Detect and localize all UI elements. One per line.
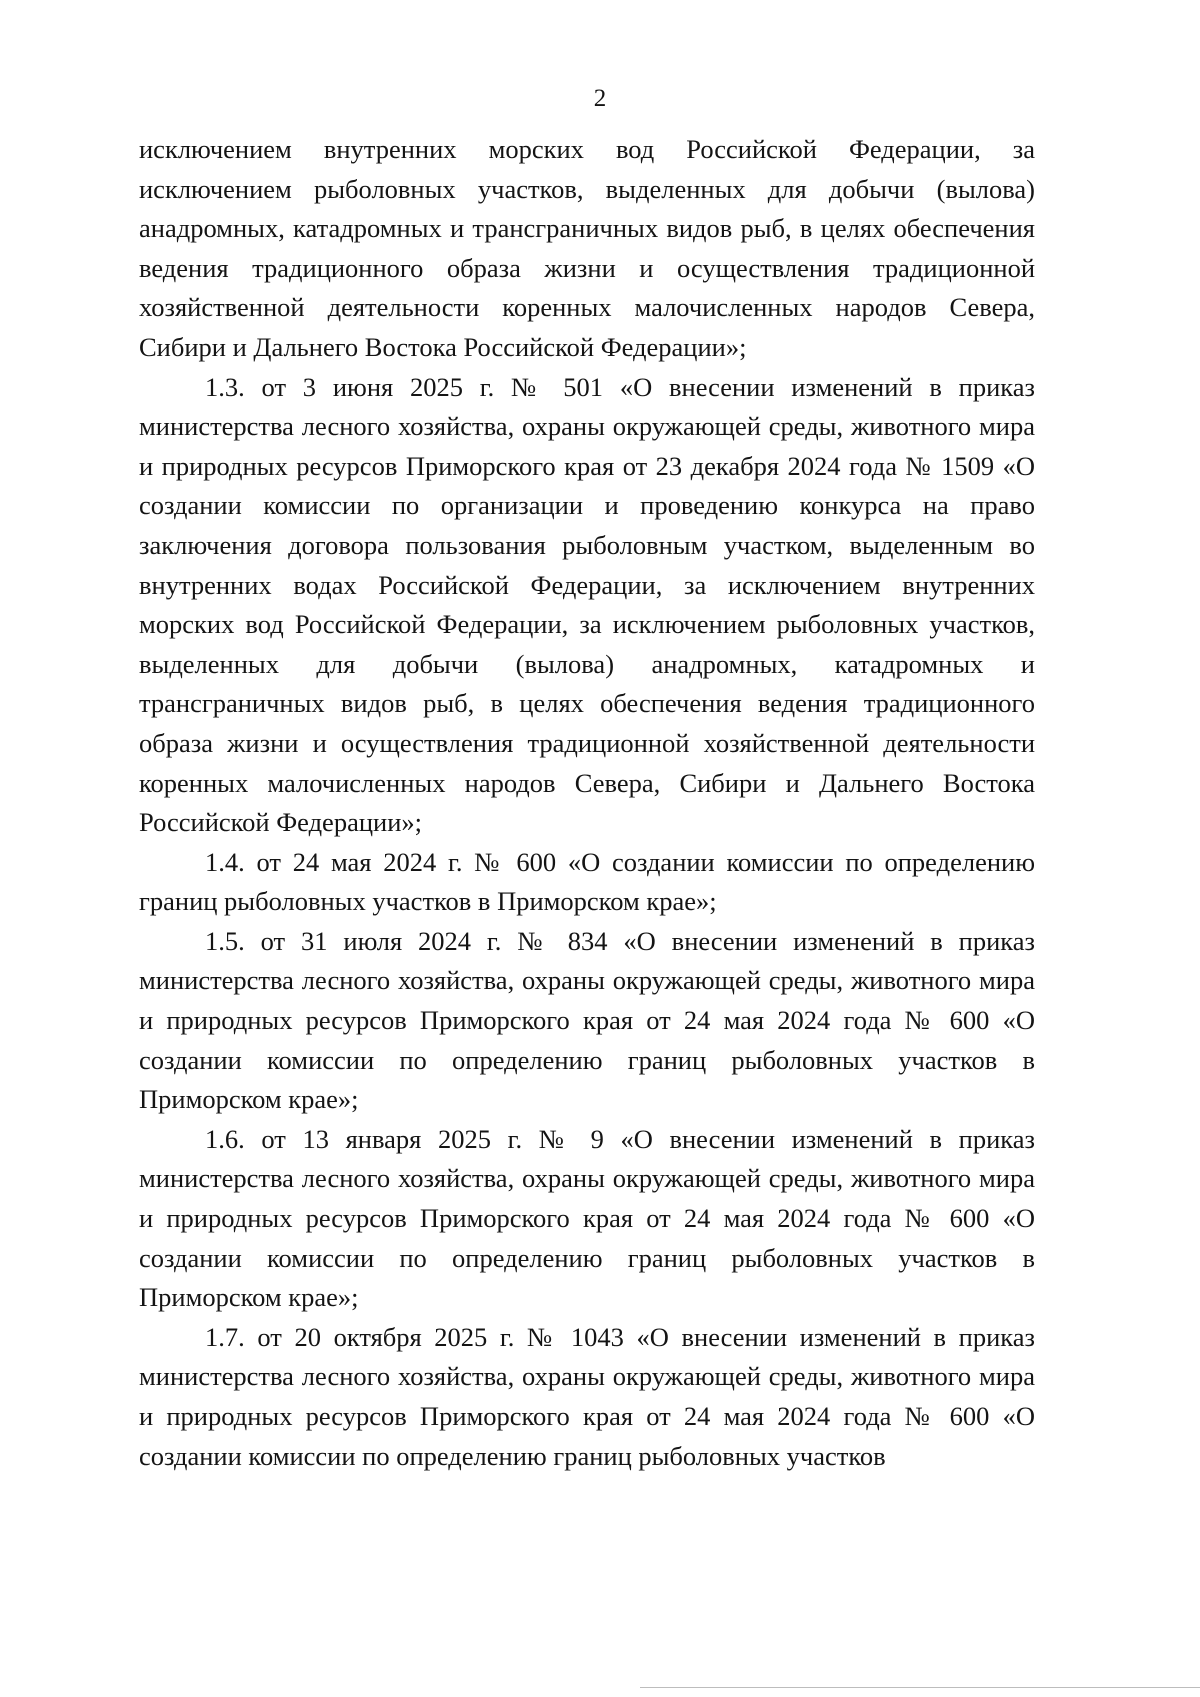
paragraph-item-1-6: 1.6. от 13 января 2025 г. № 9 «О внесении изменений в приказ министерства лесного хозяйства, охраны окружающей среды, животного мира и природных ресурсов Приморского края от 24 мая 2024 года № 600 «О создании комиссии по определению границ рыболовных участков в Приморском крае»; [139, 1123, 1035, 1313]
paragraph-continuation: исключением внутренних морских вод Российской Федерации, за исключением рыболовных участков, выделенных для добычи (вылова) анадромных, катадромных и трансграничных видов рыб, в целях обеспечения ведения традиционного образа жизни и осуществления традиционной хозяйственной деятельности коренных малочисленных народов Севера, Сибири и Дальнего Востока Российской Федерации»; [139, 134, 1035, 362]
paragraph-item-1-4: 1.4. от 24 мая 2024 г. № 600 «О создании комиссии по определению границ рыболовных участков в Приморском крае»; [139, 846, 1035, 917]
paragraph-item-1-7: 1.7. от 20 октября 2025 г. № 1043 «О внесении изменений в приказ министерства лесного хозяйства, охраны окружающей среды, животного мира и природных ресурсов Приморского края от 24 мая 2024 года № 600 «О создании комиссии по определению границ рыболовных участков [139, 1321, 1035, 1471]
document-body [139, 130, 1035, 1476]
scan-edge-line [640, 1687, 1200, 1688]
paragraph-item-1-3: 1.3. от 3 июня 2025 г. № 501 «О внесении изменений в приказ министерства лесного хозяйства, охраны окружающей среды, животного мира и природных ресурсов Приморского края от 23 декабря 2024 года № 1509 «О создании комиссии по организации и проведению конкурса на право заключения договора пользования рыболовным участком, выделенным во внутренних водах Российской Федерации, за исключением внутренних морских вод Российской Федерации, за исключением рыболовных участков, выделенных для добычи (вылова) анадромных, катадромных и трансграничных видов рыб, в целях обеспечения ведения традиционного образа жизни и осуществления традиционной хозяйственной деятельности коренных малочисленных народов Севера, Сибири и Дальнего Востока Российской Федерации»; [139, 371, 1035, 838]
paragraph-item-1-5: 1.5. от 31 июля 2024 г. № 834 «О внесении изменений в приказ министерства лесного хозяйства, охраны окружающей среды, животного мира и природных ресурсов Приморского края от 24 мая 2024 года № 600 «О создании комиссии по определению границ рыболовных участков в Приморском крае»; [139, 925, 1035, 1115]
page-number: 2 [593, 85, 607, 112]
